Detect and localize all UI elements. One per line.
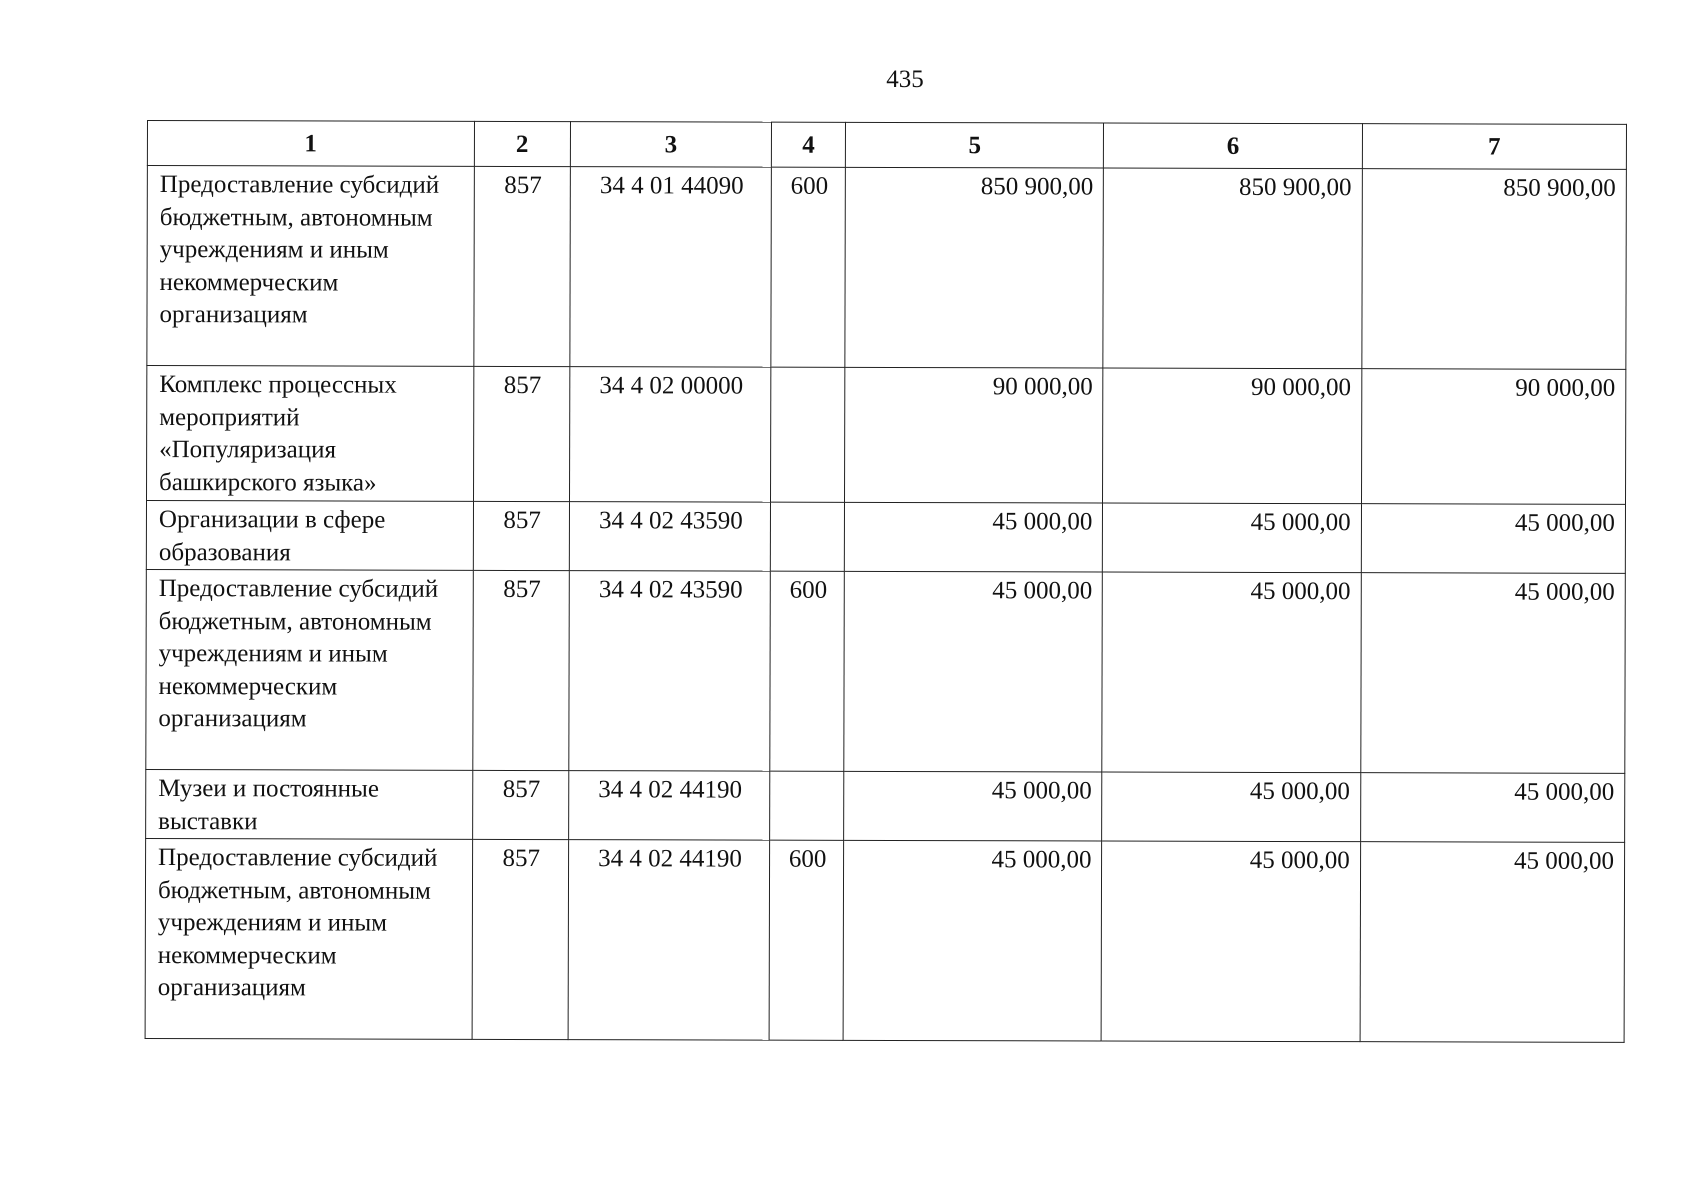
row-name: Комплекс процессных мероприятий «Популяризация башкирского языка» <box>147 366 474 502</box>
table-row <box>145 838 1625 1042</box>
row-col5: 850 900,00 <box>845 167 1104 368</box>
row-col5: 45 000,00 <box>845 502 1103 572</box>
row-col2: 857 <box>473 166 570 366</box>
column-header: 6 <box>1104 123 1362 169</box>
row-col3: 34 4 02 43590 <box>569 571 770 772</box>
row-col6: 45 000,00 <box>1102 841 1361 1042</box>
row-col7: 45 000,00 <box>1360 842 1625 1043</box>
row-col6: 45 000,00 <box>1102 572 1361 773</box>
row-col4 <box>770 502 845 571</box>
table-row <box>147 366 1626 505</box>
table-header <box>147 121 1626 170</box>
row-col5: 90 000,00 <box>845 367 1104 503</box>
row-col2: 857 <box>472 570 569 770</box>
row-col4 <box>770 367 845 502</box>
row-col4: 600 <box>769 840 844 1040</box>
budget-table <box>145 120 1627 1043</box>
table-body <box>145 166 1626 1043</box>
table-row <box>146 769 1625 842</box>
row-col5: 45 000,00 <box>844 571 1103 772</box>
row-col3: 34 4 02 44190 <box>569 771 770 841</box>
row-name: Предоставление субсидий бюджетным, автономным учреждениям и иным некоммерческим организациям <box>146 569 473 770</box>
column-header: 7 <box>1362 124 1626 170</box>
row-name: Предоставление субсидий бюджетным, автономным учреждениям и иным некоммерческим организациям <box>147 166 474 367</box>
row-col6: 45 000,00 <box>1103 503 1361 573</box>
table-row <box>147 166 1627 370</box>
row-col5: 45 000,00 <box>844 771 1102 841</box>
row-col7: 45 000,00 <box>1361 504 1625 574</box>
column-header: 3 <box>570 122 771 168</box>
row-col3: 34 4 02 00000 <box>569 367 770 503</box>
row-col4: 600 <box>771 167 846 367</box>
row-col3: 34 4 02 44190 <box>568 840 769 1041</box>
row-col6: 850 900,00 <box>1103 168 1362 369</box>
row-col2: 857 <box>472 839 569 1039</box>
row-col7: 45 000,00 <box>1360 773 1624 843</box>
row-col6: 90 000,00 <box>1103 368 1362 504</box>
row-col7: 850 900,00 <box>1362 169 1627 370</box>
row-col3: 34 4 02 43590 <box>569 502 770 572</box>
row-name: Предоставление субсидий бюджетным, автономным учреждениям и иным некоммерческим организациям <box>145 838 472 1039</box>
page-number: 435 <box>886 66 924 93</box>
row-col2: 857 <box>472 770 569 839</box>
row-col5: 45 000,00 <box>843 840 1102 1041</box>
row-col2: 857 <box>473 501 570 570</box>
column-header: 1 <box>147 121 474 167</box>
row-col6: 45 000,00 <box>1102 772 1360 842</box>
table-row <box>146 569 1626 773</box>
row-col7: 90 000,00 <box>1361 369 1626 505</box>
column-header: 2 <box>474 121 571 166</box>
column-header: 5 <box>846 122 1104 168</box>
row-col4: 600 <box>770 571 845 771</box>
row-name: Организации в сфере образования <box>146 501 473 571</box>
row-col3: 34 4 01 44090 <box>570 167 771 368</box>
row-col7: 45 000,00 <box>1360 573 1625 774</box>
row-name: Музеи и постоянные выставки <box>146 769 473 839</box>
header-row <box>147 121 1626 170</box>
table-row <box>146 501 1625 574</box>
row-col4 <box>770 771 845 840</box>
row-col2: 857 <box>473 366 570 501</box>
column-header: 4 <box>771 122 845 167</box>
